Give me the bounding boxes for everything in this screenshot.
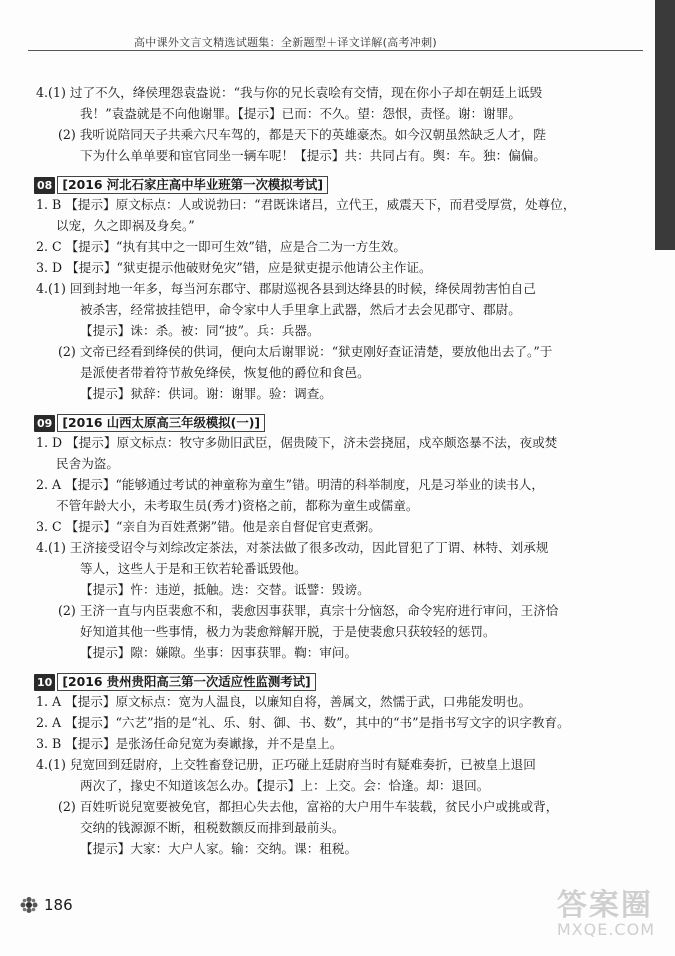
text-line: 【提示】诛：杀。被：同“披”。兵：兵器。 — [80, 323, 320, 338]
running-header: 高中课外文言文精选试题集：全新题型＋译文详解(高考冲刺) — [134, 36, 437, 49]
section-heading-08 — [34, 176, 646, 194]
text-line: 1. A 【提示】原文标点：宽为人温良，以廉知自将，善属文，然懦于武，口弗能发明也。 — [36, 694, 532, 709]
section-title: [2016 贵州贵阳高三第一次适应性监测考试] — [57, 673, 315, 691]
text-line: 【提示】隙：嫌隙。坐事：因事获罪。鞫：审问。 — [80, 645, 358, 660]
section-number-badge: 10 — [34, 674, 55, 691]
text-line: 【提示】忤：违逆，抵触。迭：交替。诋譬：毁谤。 — [80, 582, 370, 597]
text-line: 4.(1) 兒宽回到廷尉府，上交牲畜登记册，正巧碰上廷尉府当时有疑难奏折，已被皇上退回 — [36, 757, 536, 772]
text-line: (2) 王济一直与内臣裴愈不和，裴愈因事获罪，真宗十分恼怒，命令宪府进行审问，王济恰 — [58, 603, 559, 618]
text-line: 民舍为盗。 — [56, 456, 119, 471]
text-line: 不管年龄大小，未考取生员(秀才)资格之前，都称为童生或儒童。 — [56, 498, 419, 513]
text-line: 3. D 【提示】“狱吏提示他破财免灾”错，应是狱吏提示他请公主作证。 — [36, 260, 432, 275]
text-line: 交纳的钱源源不断，租税数额反而排到最前头。 — [80, 820, 345, 835]
text-line: 我！”袁盎就是不向他谢罪。【提示】已而：不久。望：怨恨，责怪。谢：谢罪。 — [80, 106, 521, 121]
text-line: 3. C 【提示】“亲自为百姓煮粥”错。他是亲自督促官吏煮粥。 — [36, 519, 381, 534]
section-number-badge: 09 — [34, 415, 55, 432]
watermark-url: MXQE.COM — [556, 920, 655, 939]
section-heading-09 — [34, 414, 646, 432]
flower-ornament-icon — [18, 896, 40, 914]
text-line: 【提示】大家：大户人家。输：交纳。课：租税。 — [80, 841, 358, 856]
watermark-logo-text: 答案圈 — [556, 888, 653, 923]
text-line: (2) 文帝已经看到绛侯的供词，便向太后谢罪说：“狱吏刚好查证清楚，要放他出去了。”于 — [58, 344, 553, 359]
text-line: 2. A 【提示】“六艺”指的是“礼、乐、射、御、书、数”，其中的“书”是指书写文字的识字教育。 — [36, 715, 570, 730]
text-line: 3. B 【提示】是张汤任命兒宽为奏谳掾，并不是皇上。 — [36, 736, 343, 751]
text-line: (2) 我听说陪同天子共乘六尺车驾的，都是天下的英雄豪杰。如今汉朝虽然缺乏人才，陛 — [58, 127, 546, 142]
text-line: 4.(1) 过了不久，绛侯理怨袁盎说：“我与你的兄长袁哙有交情，现在你小子却在朝廷上诋毁 — [36, 85, 543, 100]
edge-tab-bar — [655, 0, 675, 250]
text-line: 1. D 【提示】原文标点：牧守多勋旧武臣，倨贵陵下，济未尝挠屈，戍卒颇恣暴不法，夜或焚 — [36, 435, 558, 450]
section-title: [2016 山西太原高三年级模拟(一)] — [57, 414, 265, 432]
text-line: 【提示】狱辞：供词。谢：谢罪。验：调查。 — [80, 386, 332, 401]
text-line: 两次了，掾史不知道该怎么办。【提示】上：上交。会：恰逢。却：退回。 — [80, 778, 490, 793]
text-line: 1. B 【提示】原文标点：人或说勃曰：“君既诛诸吕，立代王，威震天下，而君受厚赏，处尊位， — [36, 197, 576, 212]
text-line: 等人，这些人于是和王钦若轮番诋毁他。 — [80, 561, 307, 576]
page-number: 186 — [44, 896, 73, 914]
watermark — [557, 880, 655, 939]
section-number-badge: 08 — [34, 177, 55, 194]
text-line: (2) 百姓听说兒宽要被免官，都担心失去他，富裕的大户用牛车装载，贫民小户或挑或背， — [58, 799, 559, 814]
text-line: 以宠，久之即祸及身矣。” — [56, 218, 195, 233]
section-heading-10 — [34, 673, 646, 691]
text-line: 4.(1) 王济接受诏令与刘综改定茶法，对茶法做了很多改动，因此冒犯了丁谓、林特、刘承规 — [36, 540, 549, 555]
text-line: 2. C 【提示】“执有其中之一即可生效”错，应是合二为一方生效。 — [36, 239, 406, 254]
text-line: 被杀害，经常披挂铠甲，命令家中人手里拿上武器，然后才去会见郡守、郡尉。 — [80, 302, 521, 317]
answer-content — [36, 82, 646, 859]
section-title: [2016 河北石家庄高中毕业班第一次模拟考试] — [57, 176, 328, 194]
text-line: 好知道其他一些事情，极力为裴愈辩解开脱，于是使裴愈只获较轻的惩罚。 — [80, 624, 496, 639]
text-line: 4.(1) 回到封地一年多，每当河东郡守、郡尉巡视各县到达绛县的时候，绛侯周勃害怕自己 — [36, 281, 536, 296]
text-line: 下为什么单单要和宦官同坐一辆车呢！【提示】共：共同占有。舆：车。独：偏偏。 — [80, 148, 546, 163]
text-line: 是派使者带着符节赦免绛侯，恢复他的爵位和食邑。 — [80, 365, 370, 380]
text-line: 2. A 【提示】“能够通过考试的神童称为童生”错。明清的科举制度，凡是习举业的读书人， — [36, 477, 544, 492]
header-rule — [28, 50, 643, 51]
